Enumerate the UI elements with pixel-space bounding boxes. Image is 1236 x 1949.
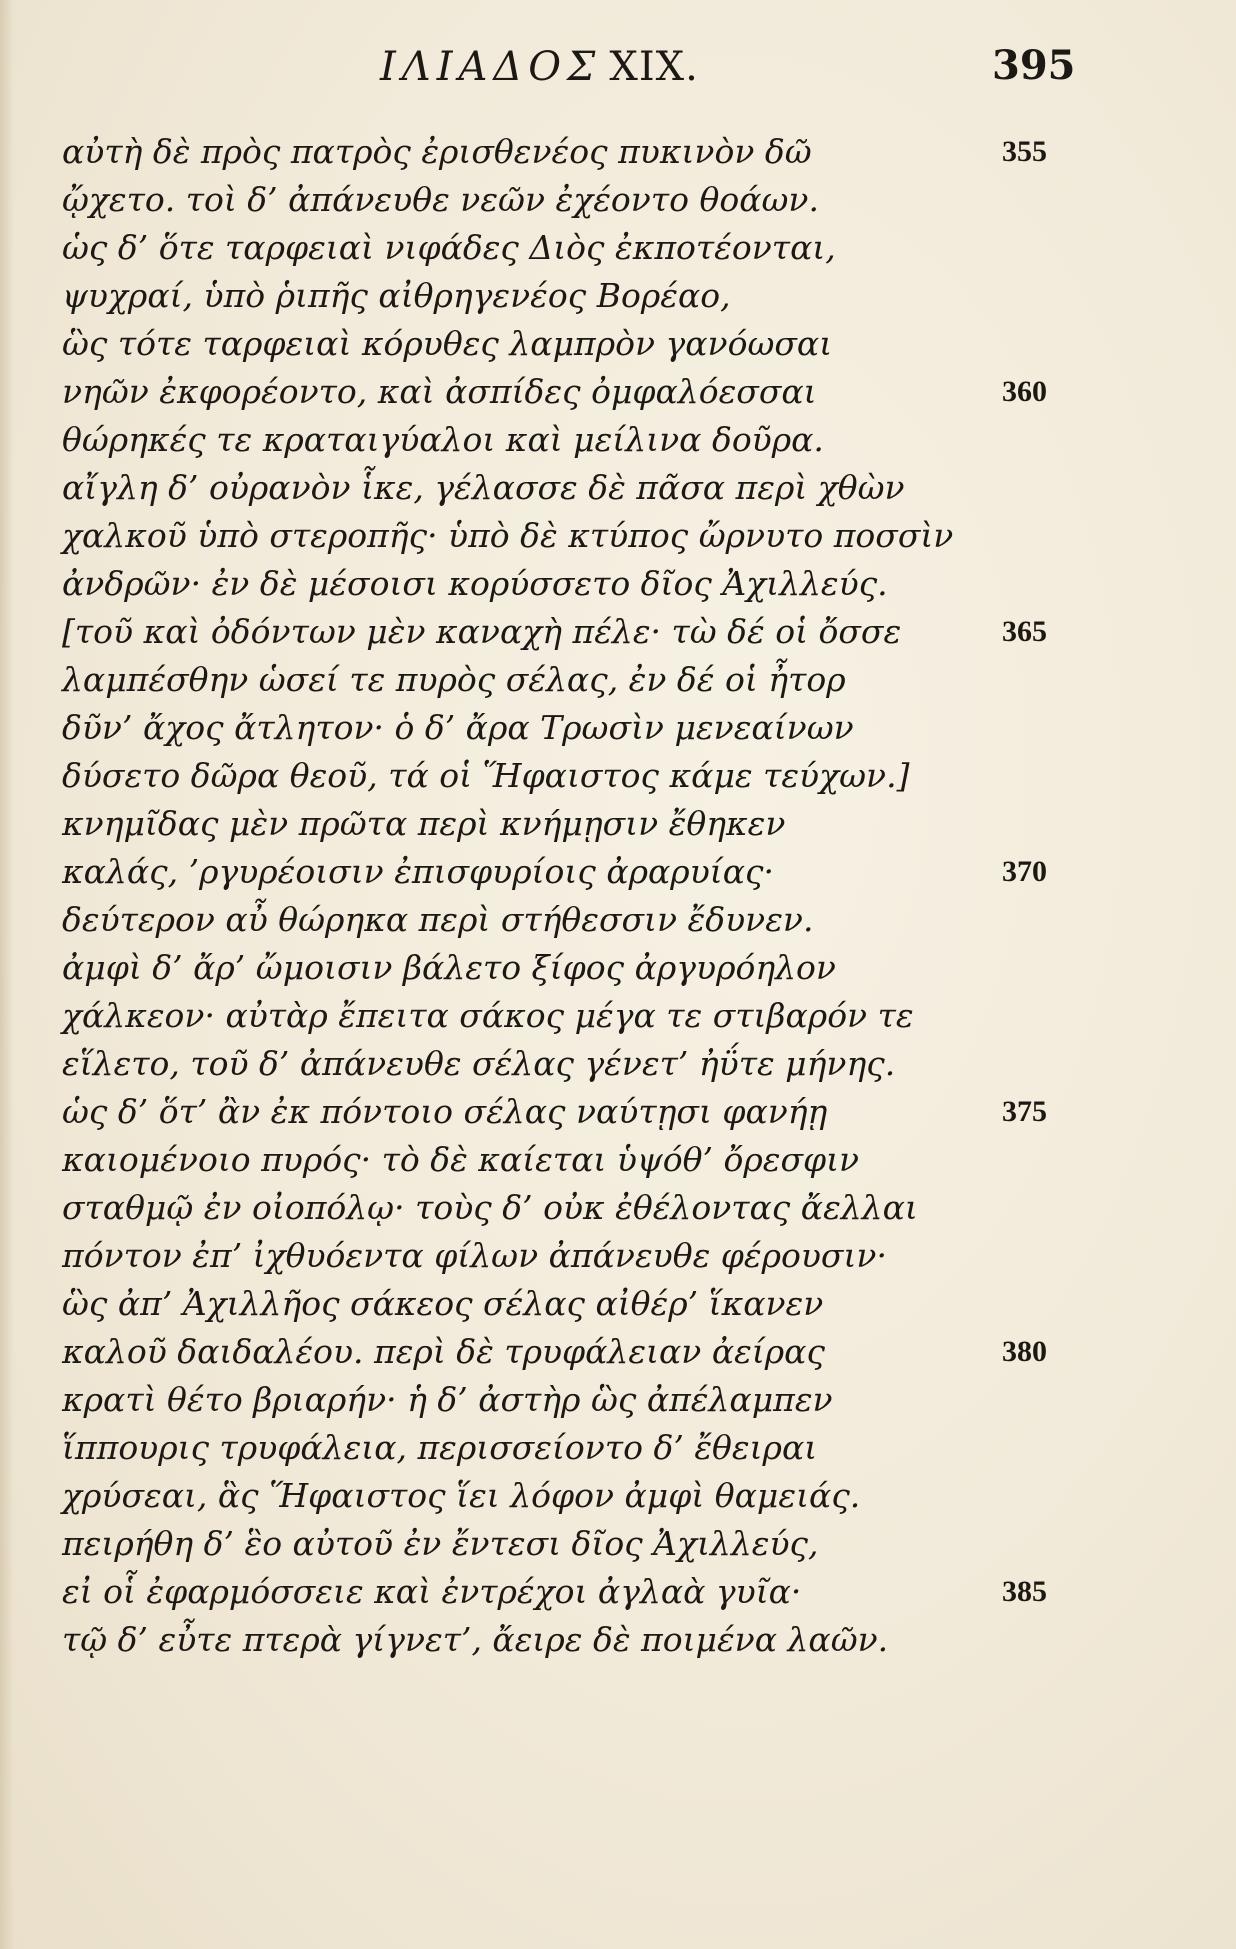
verse-list xyxy=(62,128,1062,1664)
verse-text: ὡς δ’ ὅτε ταρφειαὶ νιφάδες Διὸς ἐκποτέονται, xyxy=(62,228,836,267)
verse-text: δεύτερον αὖ θώρηκα περὶ στήθεσσιν ἔδυνεν. xyxy=(62,900,814,939)
verse-text: χαλκοῦ ὑπὸ στεροπῆς· ὑπὸ δὲ κτύπος ὤρνυτο ποσσὶν xyxy=(62,516,954,555)
verse-line xyxy=(62,128,1062,176)
verse-text: χάλκεον· αὐτὰρ ἔπειτα σάκος μέγα τε στιβαρόν τε xyxy=(62,996,914,1035)
line-number: 355 xyxy=(1002,135,1047,168)
verse-text: ὡς δ’ ὅτ’ ἂν ἐκ πόντοιο σέλας ναύτῃσι φανήῃ xyxy=(62,1092,828,1131)
verse-line xyxy=(62,608,1062,656)
verse-line xyxy=(62,224,1062,272)
verse-line xyxy=(62,416,1062,464)
verse-line xyxy=(62,1136,1062,1184)
running-title-text: ΙΛΙΑΔΟΣ xyxy=(380,44,602,90)
verse-line xyxy=(62,512,1062,560)
verse-line xyxy=(62,800,1062,848)
verse-line xyxy=(62,560,1062,608)
verse-text: καιομένοιο πυρός· τὸ δὲ καίεται ὑψόθ’ ὄρεσφιν xyxy=(62,1140,860,1179)
verse-text: κρατὶ θέτο βριαρήν· ἡ δ’ ἀστὴρ ὣς ἀπέλαμπεν xyxy=(62,1380,833,1419)
verse-text: δύσετο δῶρα θεοῦ, τά οἱ Ἥφαιστος κάμε τεύχων.] xyxy=(62,756,910,795)
verse-line xyxy=(62,368,1062,416)
verse-line xyxy=(62,992,1062,1040)
verse-text: θώρηκές τε κραταιγύαλοι καὶ μείλινα δοῦρα. xyxy=(62,420,824,459)
verse-text: πόντον ἐπ’ ἰχθυόεντα φίλων ἀπάνευθε φέρουσιν· xyxy=(62,1236,887,1275)
verse-line xyxy=(62,1280,1062,1328)
verse-text: τῷ δ’ εὖτε πτερὰ γίγνετ’, ἄειρε δὲ ποιμένα λαῶν. xyxy=(62,1620,889,1659)
verse-text: ἀμφὶ δ’ ἄρ’ ὤμοισιν βάλετο ξίφος ἀργυρόηλον xyxy=(62,948,836,987)
verse-text: δῦν’ ἄχος ἄτλητον· ὁ δ’ ἄρα Τρωσὶν μενεαίνων xyxy=(62,708,854,747)
verse-text: εἰ οἷ ἐφαρμόσσειε καὶ ἐντρέχοι ἀγλαὰ γυῖα· xyxy=(62,1572,802,1611)
verse-text: ψυχραί, ὑπὸ ῥιπῆς αἰθρηγενέος Βορέαο, xyxy=(62,276,731,315)
verse-line xyxy=(62,896,1062,944)
verse-line xyxy=(62,656,1062,704)
verse-line xyxy=(62,320,1062,368)
line-number: 360 xyxy=(1002,375,1047,408)
verse-text: αὐτὴ δὲ πρὸς πατρὸς ἐρισθενέος πυκινὸν δῶ xyxy=(62,132,812,171)
verse-line xyxy=(62,1424,1062,1472)
verse-line xyxy=(62,1568,1062,1616)
verse-line xyxy=(62,1472,1062,1520)
verse-line xyxy=(62,1520,1062,1568)
verse-text: ὣς τότε ταρφειαὶ κόρυθες λαμπρὸν γανόωσαι xyxy=(62,324,833,363)
verse-line xyxy=(62,1088,1062,1136)
verse-text: κνημῖδας μὲν πρῶτα περὶ κνήμῃσιν ἔθηκεν xyxy=(62,804,786,843)
verse-line xyxy=(62,848,1062,896)
verse-text: ἵππουρις τρυφάλεια, περισσείοντο δ’ ἔθειραι xyxy=(62,1428,818,1467)
verse-line xyxy=(62,1232,1062,1280)
verse-line xyxy=(62,704,1062,752)
page-header xyxy=(0,38,1236,98)
verse-line xyxy=(62,1184,1062,1232)
verse-text: ἀνδρῶν· ἐν δὲ μέσοισι κορύσσετο δῖος Ἀχιλλεύς. xyxy=(62,564,888,603)
verse-text: λαμπέσθην ὡσεί τε πυρὸς σέλας, ἐν δέ οἱ ἦτορ xyxy=(62,660,846,699)
verse-text: πειρήθη δ’ ἓο αὐτοῦ ἐν ἔντεσι δῖος Ἀχιλλεύς, xyxy=(62,1524,819,1563)
verse-line xyxy=(62,944,1062,992)
verse-line xyxy=(62,176,1062,224)
verse-line xyxy=(62,752,1062,800)
line-number: 375 xyxy=(1002,1095,1047,1128)
page-gutter-shadow xyxy=(0,0,14,1949)
verse-line xyxy=(62,272,1062,320)
line-number: 380 xyxy=(1002,1335,1047,1368)
verse-text: ᾤχετο. τοὶ δ’ ἀπάνευθε νεῶν ἐχέοντο θοάων. xyxy=(62,180,819,219)
line-number: 385 xyxy=(1002,1575,1047,1608)
verse-text: σταθμῷ ἐν οἰοπόλῳ· τοὺς δ’ οὐκ ἐθέλοντας ἄελλαι xyxy=(62,1188,918,1227)
verse-text: καλοῦ δαιδαλέου. περὶ δὲ τρυφάλειαν ἀείρας xyxy=(62,1332,825,1371)
verse-line xyxy=(62,1376,1062,1424)
verse-text: εἵλετο, τοῦ δ’ ἀπάνευθε σέλας γένετ’ ἠΰτε μήνης. xyxy=(62,1044,896,1083)
verse-text: νηῶν ἐκφορέοντο, καὶ ἀσπίδες ὀμφαλόεσσαι xyxy=(62,372,817,411)
verse-text: καλάς, ’ργυρέοισιν ἐπισφυρίοις ἀραρυίας· xyxy=(62,852,774,891)
line-number: 365 xyxy=(1002,615,1047,648)
verse-text: χρύσεαι, ἃς Ἥφαιστος ἵει λόφον ἀμφὶ θαμειάς. xyxy=(62,1476,861,1515)
book-number: XIX. xyxy=(609,44,699,90)
verse-text: [τοῦ καὶ ὀδόντων μὲν καναχὴ πέλε· τὼ δέ οἱ ὄσσε xyxy=(62,612,902,651)
verse-line xyxy=(62,1328,1062,1376)
page-number: 395 xyxy=(992,42,1076,89)
verse-text: ὣς ἀπ’ Ἀχιλλῆος σάκεος σέλας αἰθέρ’ ἵκανεν xyxy=(62,1284,824,1323)
verse-line xyxy=(62,1616,1062,1664)
verse-line xyxy=(62,464,1062,512)
verse-text: αἴγλη δ’ οὐρανὸν ἷκε, γέλασσε δὲ πᾶσα περὶ χθὼν xyxy=(62,468,905,507)
verse-line xyxy=(62,1040,1062,1088)
line-number: 370 xyxy=(1002,855,1047,888)
running-title xyxy=(380,44,699,90)
